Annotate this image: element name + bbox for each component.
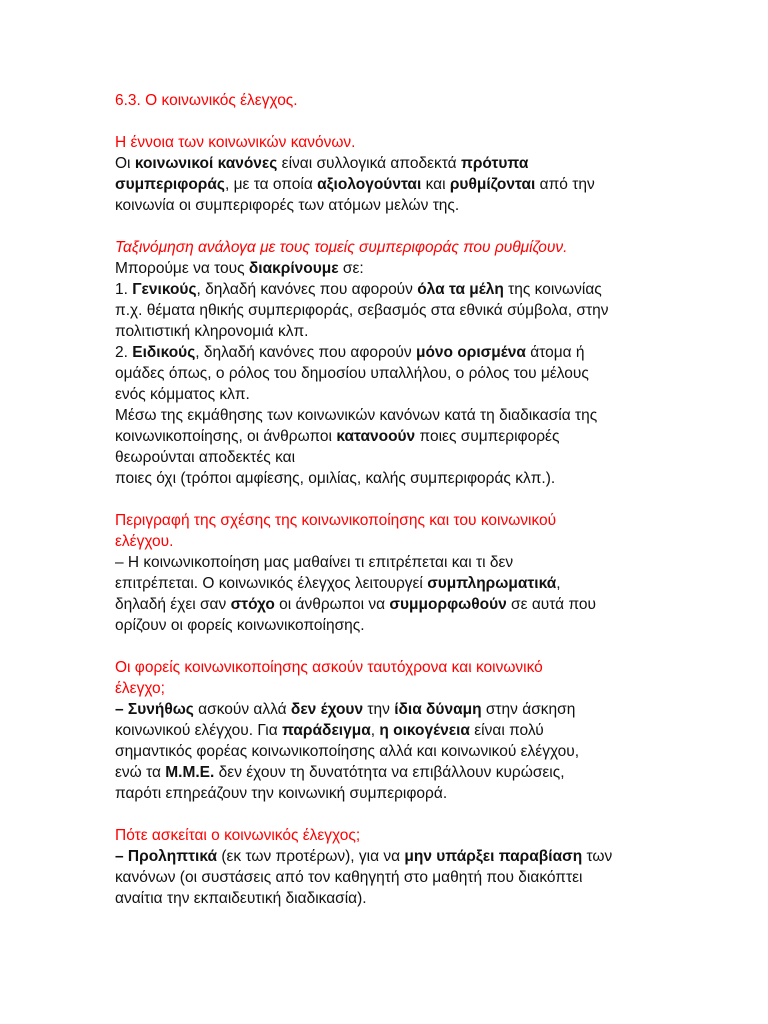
section-title-text: 6.3. Ο κοινωνικός έλεγχος.	[115, 92, 298, 109]
paragraph-when: – Προληπτικά (εκ των προτέρων), για να μην υπάρξει παραβίαση των κανόνων (οι συστάσεις από τον καθηγητή στο μαθητή που διακόπτει αναίτια την εκπαιδευτική διαδικασία).	[115, 848, 613, 907]
paragraph-agents: – Συνήθως ασκούν αλλά δεν έχουν την ίδια δύναμη στην άσκηση κοινωνικού ελέγχου. Για παράδειγμα, η οικογένεια είναι πολύ σημαντικός φορέας κοινωνικοποίησης αλλά και κοινωνικού ελέγχου, ενώ τα Μ.Μ.Ε. δεν έχουν τη δυνατότητα να επιβάλλουν κυρώσεις, παρότι επηρεάζουν την κοινωνική συμπεριφορά.	[115, 701, 580, 802]
section-concept-of-social-norms	[115, 132, 655, 216]
heading-concept: Η έννοια των κοινωνικών κανόνων.	[115, 134, 356, 151]
paragraph-relation: – Η κοινωνικοποίηση μας μαθαίνει τι επιτρέπεται και τι δεν επιτρέπεται. Ο κοινωνικός έλεγχος λειτουργεί συμπληρωματικά, δηλαδή έχει σαν στόχο οι άνθρωποι να συμμορφωθούν σε αυτά που ορίζουν οι φορείς κοινωνικοποίησης.	[115, 554, 597, 634]
heading-relation: Περιγραφή της σχέσης της κοινωνικοποίησης και του κοινωνικού ελέγχου.	[115, 512, 557, 550]
paragraph-classification: Μπορούμε να τους διακρίνουμε σε: 1. Γενικούς, δηλαδή κανόνες που αφορούν όλα τα μέλη της κοινωνίας π.χ. θέματα ηθικής συμπεριφοράς, σεβασμός στα εθνικά σύμβολα, στην πολιτιστική κληρονομιά κλπ. 2. Ειδικούς, δηλαδή κανόνες που αφορούν μόνο ορισμένα άτομα ή ομάδες όπως, ο ρόλος του δημοσίου υπαλλήλου, ο ρόλος του μέλους ενός κόμματος κλπ. Μέσω της εκμάθησης των κοινωνικών κανόνων κατά τη διαδικασία της κοινωνικοποίησης, οι άνθρωποι κατανοούν ποιες συμπεριφορές θεωρούνται αποδεκτές και ποιες όχι (τρόποι αμφίεσης, ομιλίας, καλής συμπεριφοράς κλπ.).	[115, 260, 609, 487]
section-when-control	[115, 825, 655, 909]
document-page	[115, 90, 655, 909]
paragraph-concept: Οι κοινωνικοί κανόνες είναι συλλογικά αποδεκτά πρότυπα συμπεριφοράς, με τα οποία αξιολογούνται και ρυθμίζονται από την κοινωνία οι συμπεριφορές των ατόμων μελών της.	[115, 155, 595, 214]
section-socialization-relation	[115, 510, 655, 636]
section-title	[115, 90, 655, 111]
section-agents-control	[115, 657, 655, 804]
heading-agents: Οι φορείς κοινωνικοποίησης ασκούν ταυτόχρονα και κοινωνικό έλεγχο;	[115, 659, 543, 697]
heading-when: Πότε ασκείται ο κοινωνικός έλεγχος;	[115, 827, 361, 844]
heading-classification: Ταξινόμηση ανάλογα με τους τομείς συμπεριφοράς που ρυθμίζουν.	[115, 239, 568, 256]
section-classification	[115, 237, 655, 489]
